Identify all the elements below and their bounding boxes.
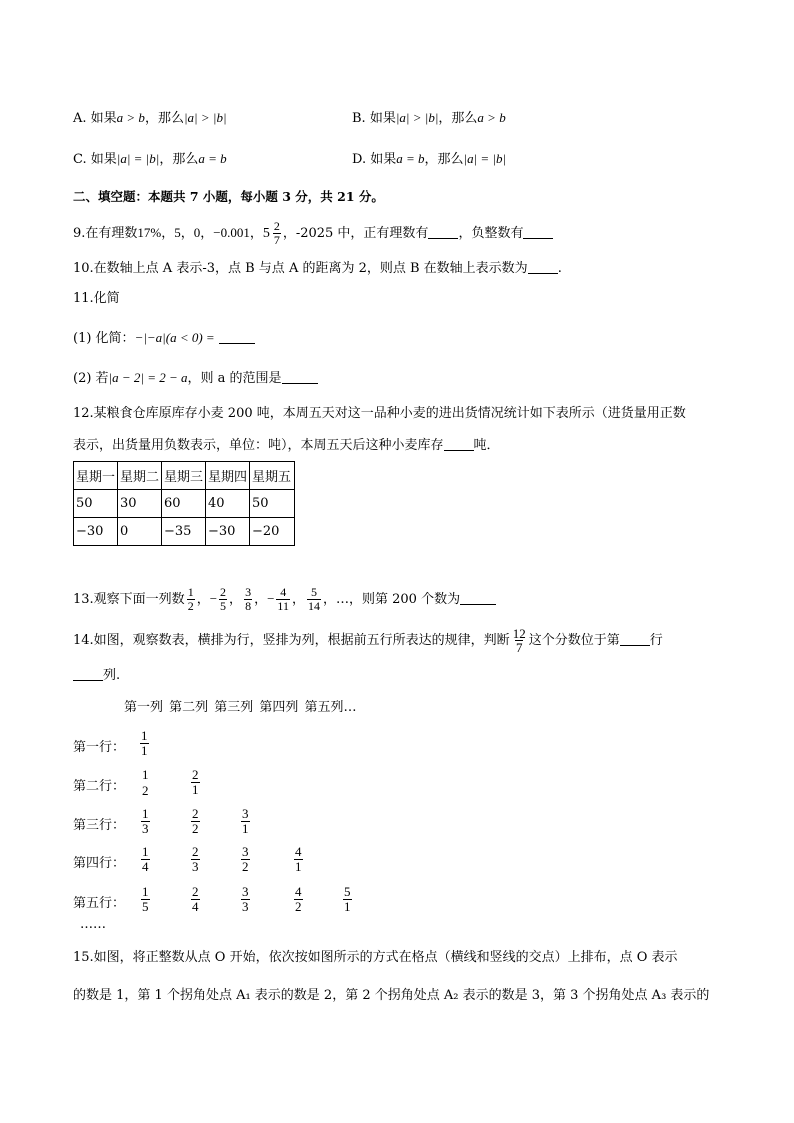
q11-part-1 xyxy=(73,329,255,348)
table-cell: 50 xyxy=(74,490,118,518)
q9-mixed-whole: 5 xyxy=(262,225,270,241)
q10-blank[interactable] xyxy=(528,259,558,274)
q13-frac-1-den: 2 xyxy=(187,599,194,613)
q11-p2-suffix: ，则 a 的范围是 xyxy=(187,371,282,386)
q14-cell-num: 4 xyxy=(295,884,302,899)
q14-row-label: 第三行： xyxy=(73,818,126,833)
q14-cell-den: 2 xyxy=(242,859,249,874)
q9-blank-1[interactable] xyxy=(428,224,458,239)
option-b-mid: ，那么 xyxy=(438,111,478,126)
q13-sep: ， xyxy=(254,592,268,607)
stock-table xyxy=(73,461,295,546)
q9-blank-2[interactable] xyxy=(523,224,553,239)
option-b xyxy=(352,109,506,128)
q13-frac-5-num: 5 xyxy=(311,585,317,599)
q14-fraction-cell xyxy=(294,845,303,874)
q13-sep: ， xyxy=(196,592,210,607)
question-14 xyxy=(73,626,663,656)
table-header-cell: 星期四 xyxy=(206,462,250,490)
q14-ellipsis: …… xyxy=(80,917,106,932)
q9-mixed-num: 2 xyxy=(273,219,280,233)
option-d-result: |a| = |b| xyxy=(463,151,507,166)
q14-row-label: 第五行： xyxy=(73,896,126,911)
section-heading: 二、填空题：本题共 7 小题，每小题 3 分，共 21 分。 xyxy=(73,189,384,204)
q13-frac-3-den: 8 xyxy=(245,599,252,613)
q13-blank[interactable] xyxy=(460,590,496,605)
q11-p1-prefix: (1) 化简： xyxy=(73,331,135,346)
table-cell: 60 xyxy=(162,490,206,518)
option-c-label: C. 如果 xyxy=(73,152,117,167)
q14-cell-num: 1 xyxy=(142,844,149,859)
q14-blank-col[interactable] xyxy=(73,666,103,681)
q11-title: 11.化简 xyxy=(73,291,120,306)
table-cell: −30 xyxy=(74,518,118,546)
q14-fraction-cell xyxy=(191,885,200,914)
option-c xyxy=(73,150,227,169)
q9-mixed-number xyxy=(263,220,283,247)
q13-sep: ， xyxy=(229,592,243,607)
q14-cell-num: 2 xyxy=(192,884,199,899)
table-cell: 50 xyxy=(250,490,295,518)
option-c-mid: ，那么 xyxy=(159,152,199,167)
q15-line-1: 15.如图，将正整数从点 O 开始，依次按如图所示的方式在格点（横线和竖线的交点）上排布，点 O 表示 xyxy=(73,950,678,965)
q13-frac-4-den: 11 xyxy=(277,599,289,613)
q14-fraction-cell xyxy=(191,845,200,874)
option-c-condition: |a| = |b| xyxy=(116,151,160,166)
q14-cell-den: 1 xyxy=(192,782,199,797)
q14-column-header: 第一列 第二列 第三列 第四列 第五列… xyxy=(124,700,357,715)
q14-cell-num: 1 xyxy=(142,884,149,899)
table-header-cell: 星期二 xyxy=(118,462,162,490)
q14-cell-num: 4 xyxy=(295,844,302,859)
q13-frac-2-den: 5 xyxy=(220,599,227,613)
q14-col-word: 列. xyxy=(103,668,121,683)
option-b-condition: |a| > |b| xyxy=(395,110,439,125)
option-a-label: A. 如果 xyxy=(73,111,117,126)
q14-cell-den: 4 xyxy=(142,859,149,874)
q14-cell-num: 3 xyxy=(242,806,249,821)
table-cell: −30 xyxy=(206,518,250,546)
q14-cell-den: 3 xyxy=(242,899,249,914)
q13-frac-3-num: 3 xyxy=(245,585,252,599)
option-d xyxy=(352,150,506,169)
q14-cell-den: 1 xyxy=(141,743,148,758)
q14-cell-num: 1 xyxy=(142,806,149,821)
option-d-condition: a = b xyxy=(396,151,425,166)
q13-prefix: 13.观察下面一列数 xyxy=(73,592,185,607)
q13-sep: ， xyxy=(291,592,305,607)
q14-cell-num: 5 xyxy=(344,884,351,899)
q14-fraction-cell xyxy=(191,807,200,836)
q11-p2-blank[interactable] xyxy=(282,369,318,384)
option-b-result: a > b xyxy=(477,110,506,125)
q14-row-label: 第二行： xyxy=(73,779,126,794)
q14-fraction-cell xyxy=(141,807,150,836)
q13-frac-5 xyxy=(307,586,321,613)
q10-end: . xyxy=(557,261,562,276)
q14-cell-num: 2 xyxy=(192,844,199,859)
q12-line2-text: 表示，出货量用负数表示，单位：吨），本周五天后这种小麦库存 xyxy=(73,438,444,453)
q13-frac-1-num: 1 xyxy=(187,585,194,599)
option-a-condition: a > b xyxy=(116,110,145,125)
q14-cell-den: 1 xyxy=(344,899,351,914)
q13-frac-2 xyxy=(219,586,227,613)
q13-frac-3 xyxy=(244,586,252,613)
q14-row-label: 第一行： xyxy=(73,740,126,755)
q13-frac-2-num: 2 xyxy=(220,585,227,599)
q14-fraction xyxy=(512,627,527,654)
q14-cell-den: 4 xyxy=(192,899,199,914)
table-header-row xyxy=(74,462,295,490)
q14-fraction-cell xyxy=(241,807,250,836)
q14-cell-den: 3 xyxy=(142,821,149,836)
q12-blank[interactable] xyxy=(444,436,474,451)
q14-line-2 xyxy=(73,666,120,685)
q13-frac-4 xyxy=(276,586,290,613)
q14-cell-den: 2 xyxy=(295,899,302,914)
q14-cell-den: 2 xyxy=(192,821,199,836)
question-9 xyxy=(73,220,553,247)
option-a xyxy=(73,109,227,128)
q13-frac-2-sign: − xyxy=(209,591,218,606)
q14-prefix: 14.如图，观察数表，横排为行，竖排为列，根据前五行所表达的规律，判断 xyxy=(73,633,510,648)
q14-cell-den: 5 xyxy=(142,899,149,914)
q14-cell-num: 1 xyxy=(141,728,148,743)
q14-cell-num: 1 xyxy=(142,767,149,782)
q14-fraction-cell xyxy=(141,845,150,874)
q14-cell-den: 1 xyxy=(242,821,249,836)
q11-p1-expression: −|−a|(a < 0) = xyxy=(134,330,215,345)
option-d-label: D. 如果 xyxy=(352,152,397,167)
option-c-result: a = b xyxy=(198,151,227,166)
q14-cell-num: 3 xyxy=(242,884,249,899)
q14-fraction-cell xyxy=(241,885,250,914)
table-cell: 0 xyxy=(118,518,162,546)
q14-cell-num: 2 xyxy=(192,806,199,821)
q9-prefix: 9.在有理数 xyxy=(73,226,138,241)
q12-line2-end: 吨． xyxy=(473,438,500,453)
q11-p2-prefix: (2) 若 xyxy=(73,371,109,386)
q13-frac-1 xyxy=(187,586,195,613)
q14-cell-den: 2 xyxy=(142,783,149,798)
q14-blank-row[interactable] xyxy=(620,631,650,646)
q14-cell-den: 3 xyxy=(192,859,199,874)
q10-text: 10.在数轴上点 A 表示-3，点 B 与点 A 的距离为 2，则点 B 在数轴上表示数为 xyxy=(73,261,528,276)
table-header-cell: 星期一 xyxy=(74,462,118,490)
q14-row-label: 第四行： xyxy=(73,856,126,871)
table-row xyxy=(74,518,295,546)
q14-cell-num: 3 xyxy=(242,844,249,859)
q14-cell-num: 2 xyxy=(192,767,199,782)
q9-mixed-den: 7 xyxy=(273,233,280,247)
q14-fraction-cell xyxy=(141,768,150,798)
q14-frac-num: 12 xyxy=(512,626,526,641)
q14-row-word: 行 xyxy=(649,633,663,648)
q14-fraction-cell xyxy=(191,768,200,797)
q13-frac-4-sign: − xyxy=(267,591,275,606)
q14-suffix: 这个分数位于第 xyxy=(528,633,620,648)
table-header-cell: 星期五 xyxy=(250,462,295,490)
q14-cell-den: 1 xyxy=(295,859,302,874)
q14-fraction-cell xyxy=(294,885,303,914)
q9-after: ，-2025 中，正有理数有 xyxy=(282,226,429,241)
q9-numbers: 17%，5，0，−0.001， xyxy=(137,225,263,240)
q12-line-1: 12.某粮食仓库原库存小麦 200 吨，本周五天对这一品种小麦的进出货情况统计如下表所示（进货量用正数 xyxy=(73,406,686,421)
q11-p1-blank[interactable] xyxy=(219,329,255,344)
option-a-result: |a| > |b| xyxy=(183,110,227,125)
q14-fraction-cell xyxy=(140,729,149,758)
table-header-cell: 星期三 xyxy=(162,462,206,490)
q13-frac-5-den: 14 xyxy=(308,599,320,613)
option-d-mid: ，那么 xyxy=(424,152,464,167)
table-row xyxy=(74,490,295,518)
q15-line-2: 的数是 1，第 1 个拐角处点 A₁ 表示的数是 2，第 2 个拐角处点 A₂ 表示的数是 3，第 3 个拐角处点 A₃ 表示的 xyxy=(73,988,710,1003)
question-10 xyxy=(73,259,562,278)
q13-suffix: ，…，则第 200 个数为 xyxy=(323,592,461,607)
q14-fraction-cell xyxy=(241,845,250,874)
table-cell: −20 xyxy=(250,518,295,546)
table-cell: 30 xyxy=(118,490,162,518)
q13-frac-4-num: 4 xyxy=(280,585,287,599)
table-cell: 40 xyxy=(206,490,250,518)
option-a-mid: ，那么 xyxy=(144,111,184,126)
q9-mixed-frac xyxy=(273,220,281,247)
option-b-label: B. 如果 xyxy=(352,111,396,126)
q11-part-2 xyxy=(73,369,318,388)
q14-fraction-cell xyxy=(141,885,150,914)
q12-line-2 xyxy=(73,436,500,455)
question-13 xyxy=(73,584,496,615)
q14-fraction-cell xyxy=(343,885,352,914)
q9-mid: ，负整数有 xyxy=(458,226,524,241)
q14-frac-den: 7 xyxy=(515,640,523,655)
table-cell: −35 xyxy=(162,518,206,546)
q11-p2-expression: |a − 2| = 2 − a xyxy=(108,370,188,385)
